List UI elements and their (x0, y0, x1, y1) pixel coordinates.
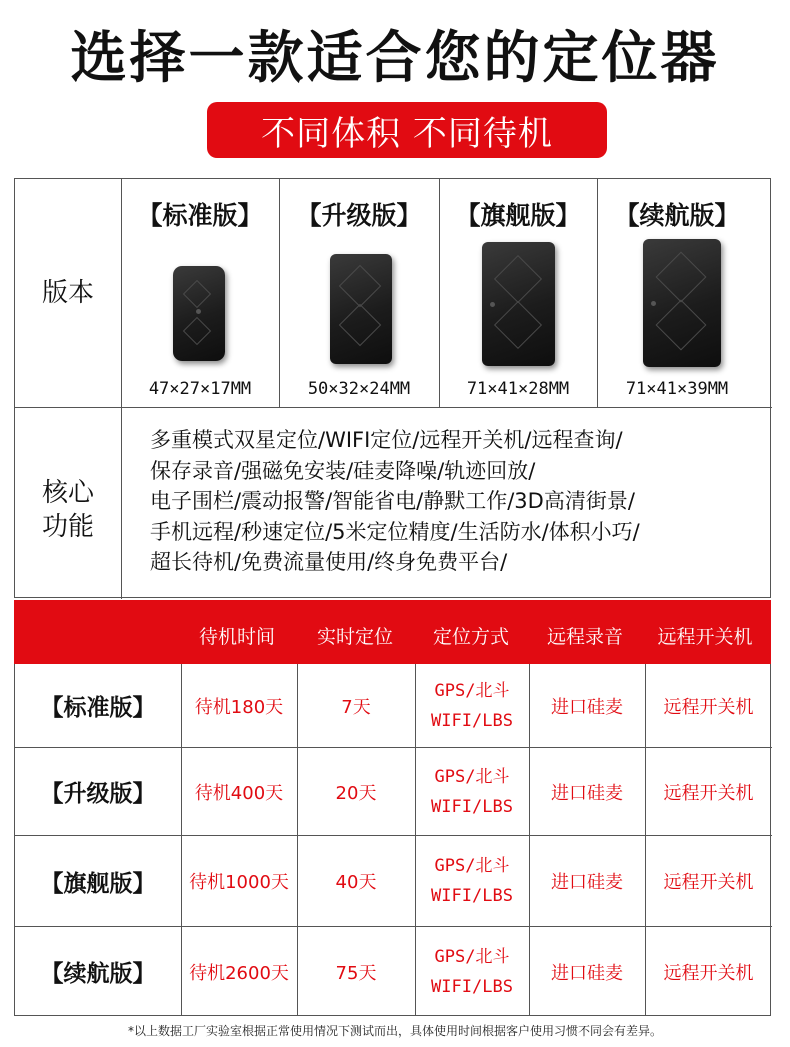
row-name-flagship: 【旗舰版】 (40, 870, 156, 897)
pos-line-1: GPS/北斗 (434, 680, 510, 701)
function-row-label-text: 核心功能 (41, 478, 94, 542)
spec-table-body (14, 664, 771, 1016)
version-dims-standard: 47×27×17MM (148, 379, 252, 399)
device-image-upgrade (330, 254, 392, 364)
page-title: 选择一款适合您的定位器 (70, 26, 720, 91)
feature-line: 超长待机/免费流量使用/终身免费平台/ (150, 550, 508, 574)
feature-line: 手机远程/秒速定位/5米定位精度/生活防水/体积小巧/ (150, 519, 640, 544)
power-flagship: 远程开关机 (663, 872, 754, 893)
power-endurance: 远程开关机 (663, 962, 754, 984)
subtitle-text: 不同体积 不同待机 (261, 113, 553, 154)
recording-standard: 进口硅麦 (551, 696, 623, 718)
positioning-flagship (415, 836, 529, 926)
standby-upgrade: 待机400天 (194, 782, 284, 804)
header-remote-power: 远程开关机 (657, 626, 753, 648)
header-standby: 待机时间 (198, 626, 275, 648)
header-realtime: 实时定位 (316, 626, 393, 648)
pos-line-1: GPS/北斗 (434, 856, 510, 876)
power-standard: 远程开关机 (663, 696, 754, 718)
row-name-endurance: 【续航版】 (40, 961, 156, 987)
realtime-endurance: 75天 (335, 962, 377, 984)
row-name-standard: 【标准版】 (40, 695, 156, 721)
positioning-upgrade (415, 748, 529, 835)
version-title-upgrade: 【升级版】 (296, 201, 422, 230)
device-image-endurance (643, 239, 721, 367)
function-row-label (35, 476, 101, 544)
feature-line: 多重模式双星定位/WIFI定位/远程开关机/远程查询/ (150, 428, 623, 452)
recording-endurance: 进口硅麦 (551, 962, 623, 984)
power-upgrade: 远程开关机 (663, 782, 754, 804)
standby-endurance: 待机2600天 (189, 962, 289, 984)
positioning-endurance (415, 927, 529, 1016)
realtime-flagship: 40天 (335, 872, 377, 893)
device-image-standard (173, 266, 225, 361)
version-title-endurance: 【续航版】 (614, 201, 740, 230)
version-dims-flagship: 71×41×28MM (466, 379, 570, 399)
recording-upgrade: 进口硅麦 (551, 782, 623, 804)
pos-line-1: GPS/北斗 (434, 766, 510, 787)
standby-standard: 待机180天 (194, 696, 284, 718)
standby-flagship: 待机1000天 (189, 872, 289, 893)
spec-table-header (14, 600, 771, 664)
recording-flagship: 进口硅麦 (551, 872, 623, 893)
realtime-upgrade: 20天 (335, 782, 377, 804)
version-title-standard: 【标准版】 (137, 201, 263, 230)
realtime-standard: 7天 (341, 696, 371, 718)
version-dims-endurance: 71×41×39MM (625, 379, 729, 399)
device-image-flagship (482, 242, 555, 366)
pos-line-2: WIFI/LBS (431, 886, 513, 906)
feature-list (150, 425, 760, 578)
positioning-standard (415, 664, 529, 747)
row-name-upgrade: 【升级版】 (40, 781, 156, 807)
subtitle-banner (207, 102, 607, 158)
header-positioning: 定位方式 (432, 626, 509, 648)
version-row-label: 版本 (41, 278, 94, 308)
pos-line-2: WIFI/LBS (431, 976, 513, 997)
pos-line-2: WIFI/LBS (431, 796, 513, 817)
header-recording: 远程录音 (546, 626, 623, 648)
pos-line-2: WIFI/LBS (431, 710, 513, 731)
version-title-flagship: 【旗舰版】 (455, 201, 581, 230)
version-dims-upgrade: 50×32×24MM (307, 379, 411, 399)
pos-line-1: GPS/北斗 (434, 946, 510, 967)
footnote: *以上数据工厂实验室根据正常使用情况下测试而出，具体使用时间根据客户使用习惯不同会有差异。 (127, 1024, 662, 1038)
feature-line: 保存录音/强磁免安装/硅麦降噪/轨迹回放/ (150, 458, 536, 483)
feature-line: 电子围栏/震动报警/智能省电/静默工作/3D高清街景/ (150, 489, 635, 513)
